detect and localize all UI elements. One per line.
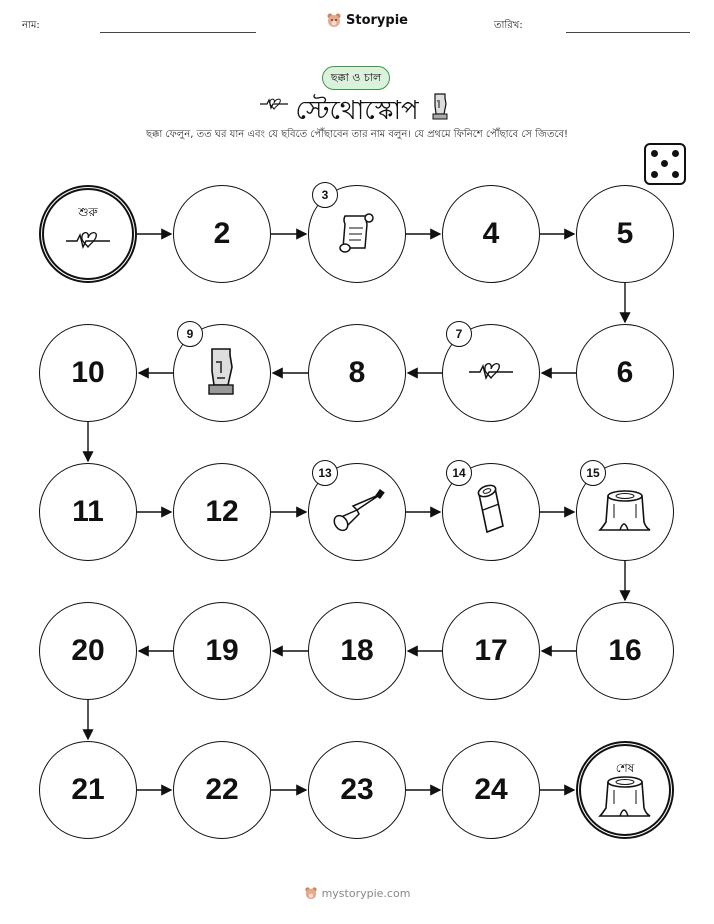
board-cell-10 xyxy=(39,324,137,422)
cell-number: 16 xyxy=(608,634,642,667)
board-cell-25 xyxy=(576,741,674,839)
board-cell-21 xyxy=(39,741,137,839)
cell-number-badge: 13 xyxy=(312,460,338,486)
cell-number: 5 xyxy=(616,217,634,250)
moai-icon xyxy=(204,345,240,401)
game-type-tag: ছক্কা ও চাল xyxy=(322,66,390,90)
board-cell-8 xyxy=(308,324,406,422)
date-label: তারিখ: xyxy=(494,20,523,31)
footer-url: mystorypie.com xyxy=(321,886,411,900)
board-cell-20 xyxy=(39,602,137,700)
cell-number: 11 xyxy=(72,495,104,528)
heartbeat-icon xyxy=(66,228,110,256)
cell-number: 17 xyxy=(474,634,508,667)
board-cell-9 xyxy=(173,324,271,422)
cell-number: 6 xyxy=(616,356,634,389)
cell-number: 2 xyxy=(213,217,231,250)
cell-number: 21 xyxy=(71,773,105,806)
cell-number: 8 xyxy=(348,356,366,389)
tree-stump-icon xyxy=(598,488,652,536)
cell-number: 23 xyxy=(340,773,374,806)
board-cell-19 xyxy=(173,602,271,700)
tree-stump-icon xyxy=(598,774,652,822)
board-cell-24 xyxy=(442,741,540,839)
cell-number-badge: 9 xyxy=(177,321,203,347)
cell-number-badge: 7 xyxy=(446,321,472,347)
board-cell-23 xyxy=(308,741,406,839)
cell-number: 10 xyxy=(71,356,105,389)
scroll-icon xyxy=(335,208,379,260)
cell-number: 18 xyxy=(340,634,374,667)
page-title: স্টেথোস্কোপ xyxy=(295,96,419,126)
instructions: ছক্কা ফেলুন, তত ঘর যান এবং যে ছবিতে পৌঁছাবেন তার নাম বলুন। যে প্রথমে ফিনিশে পৌঁছাবে সে জিতবে! xyxy=(145,129,569,140)
board-cell-6 xyxy=(576,324,674,422)
bear-logo-icon xyxy=(304,886,318,900)
board-cell-1 xyxy=(39,185,137,283)
heartbeat-icon xyxy=(469,359,513,387)
board-cell-2 xyxy=(173,185,271,283)
cell-number: 4 xyxy=(482,217,500,250)
board-cell-14 xyxy=(442,463,540,561)
brand-name: Storypie xyxy=(346,12,408,28)
rolled-paper-icon xyxy=(471,484,511,540)
cell-number: 19 xyxy=(205,634,239,667)
board-cell-17 xyxy=(442,602,540,700)
horn-icon xyxy=(329,488,385,536)
board-cell-3 xyxy=(308,185,406,283)
board-cell-7 xyxy=(442,324,540,422)
board-cell-4 xyxy=(442,185,540,283)
cell-number: 22 xyxy=(205,773,239,806)
board-cell-15 xyxy=(576,463,674,561)
cell-number: 12 xyxy=(205,495,239,528)
cell-number-badge: 15 xyxy=(580,460,606,486)
board-cell-13 xyxy=(308,463,406,561)
cell-label: শুরু xyxy=(78,205,98,219)
board-cell-12 xyxy=(173,463,271,561)
footer xyxy=(0,886,714,900)
cell-number: 24 xyxy=(474,773,508,806)
name-label: নাম: xyxy=(22,20,40,31)
cell-number: 20 xyxy=(71,634,105,667)
board-cell-18 xyxy=(308,602,406,700)
cell-label: শেষ xyxy=(615,761,635,775)
board-cell-11 xyxy=(39,463,137,561)
board-cell-22 xyxy=(173,741,271,839)
board-cell-16 xyxy=(576,602,674,700)
cell-number-badge: 14 xyxy=(446,460,472,486)
cell-number-badge: 3 xyxy=(312,182,338,208)
board-cell-5 xyxy=(576,185,674,283)
